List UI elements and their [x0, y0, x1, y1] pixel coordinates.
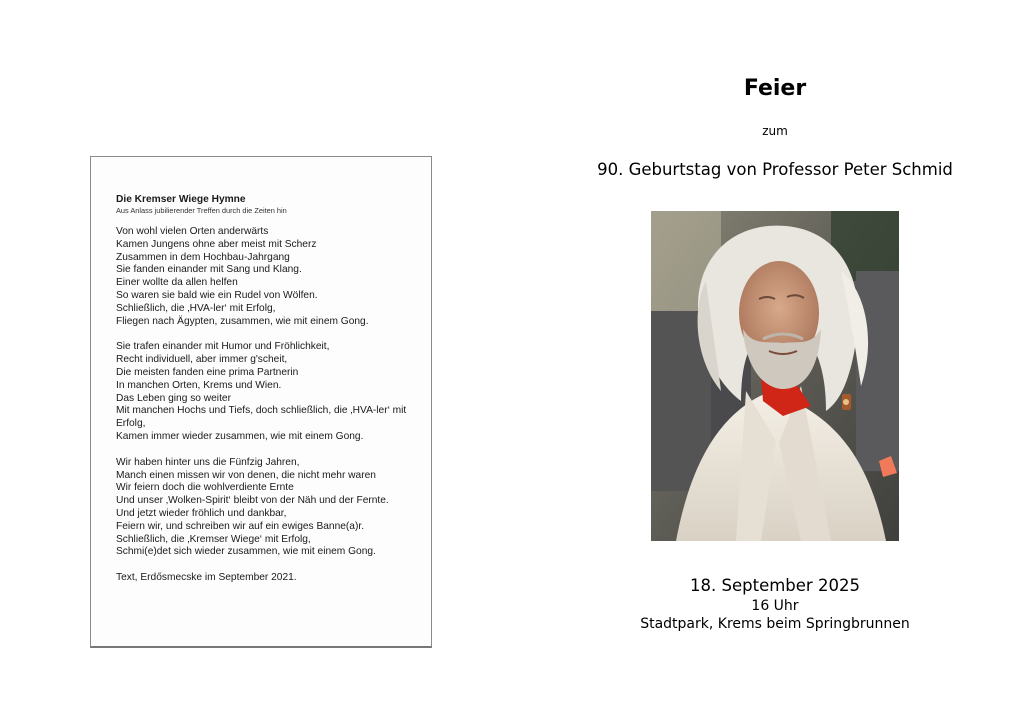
verse-line: Schmi(e)det sich wieder zusammen, wie mit einem Gong.: [116, 546, 376, 558]
verse-line: Recht individuell, aber immer g'scheit,: [116, 354, 288, 366]
portrait-illustration: [651, 211, 899, 541]
verse-line: Und unser ‚Wolken-Spirit‘ bleibt von der Näh und der Fernte.: [116, 495, 389, 507]
stanza-2: [116, 341, 413, 443]
verse-line: Feiern wir, und schreiben wir auf ein ewiges Banne(a)r.: [116, 520, 365, 532]
verse-line: Kamen immer wieder zusammen, wie mit einem Gong.: [116, 430, 364, 442]
hymn-text: [116, 194, 413, 585]
verse-line: In manchen Orten, Krems und Wien.: [116, 379, 282, 391]
verse-line: Schließlich, die ‚HVA-ler‘ mit Erfolg,: [116, 302, 276, 314]
verse-line: So waren sie bald wie ein Rudel von Wölfen.: [116, 289, 318, 301]
verse-line: Kamen Jungens ohne aber meist mit Scherz: [116, 238, 317, 250]
verse-line: Wir feiern doch die wohlverdiente Ernte: [116, 482, 294, 494]
verse-line: Fliegen nach Ägypten, zusammen, wie mit einem Gong.: [116, 315, 369, 327]
verse-line: Sie trafen einander mit Humor und Fröhlichkeit,: [116, 341, 330, 353]
verse-line: Und jetzt wieder fröhlich und dankbar,: [116, 507, 287, 519]
hymn-credit: Text, Erdősmecske im September 2021.: [116, 572, 297, 584]
event-time: 16 Uhr: [751, 598, 799, 614]
verse-line: Mit manchen Hochs und Tiefs, doch schließlich, die ‚HVA-ler‘ mit Erfolg,: [116, 405, 407, 430]
verse-line: Von wohl vielen Orten anderwärts: [116, 226, 269, 237]
event-date: 18. September 2025: [690, 576, 860, 595]
hymn-title: Die Kremser Wiege Hymne: [116, 194, 246, 205]
invitation-heading: Feier: [743, 76, 807, 101]
verse-line: Sie fanden einander mit Sang und Klang.: [116, 264, 302, 276]
hymn-subtitle: Aus Anlass jubilierender Treffen durch die Zeiten hin: [116, 206, 287, 215]
verse-line: Wir haben hinter uns die Fünfzig Jahren,: [116, 456, 300, 468]
invitation-connector: zum: [762, 124, 788, 138]
verse-line: Schließlich, die ‚Kremser Wiege‘ mit Erfolg,: [116, 533, 311, 545]
stanza-3: [116, 457, 413, 559]
verse-line: Einer wollte da allen helfen: [116, 277, 238, 289]
invitation-panel: [590, 0, 960, 723]
verse-line: Manch einen missen wir von denen, die nicht mehr waren: [116, 469, 376, 481]
event-location: Stadtpark, Krems beim Springbrunnen: [640, 616, 910, 632]
invitation-occasion: 90. Geburtstag von Professor Peter Schmid: [597, 160, 953, 179]
hymn-page: [90, 156, 432, 648]
portrait-photo: [651, 211, 899, 541]
stanza-1: [116, 226, 413, 328]
verse-line: Das Leben ging so weiter: [116, 392, 231, 404]
verse-line: Zusammen in dem Hochbau-Jahrgang: [116, 251, 290, 263]
verse-line: Die meisten fanden eine prima Partnerin: [116, 366, 299, 378]
